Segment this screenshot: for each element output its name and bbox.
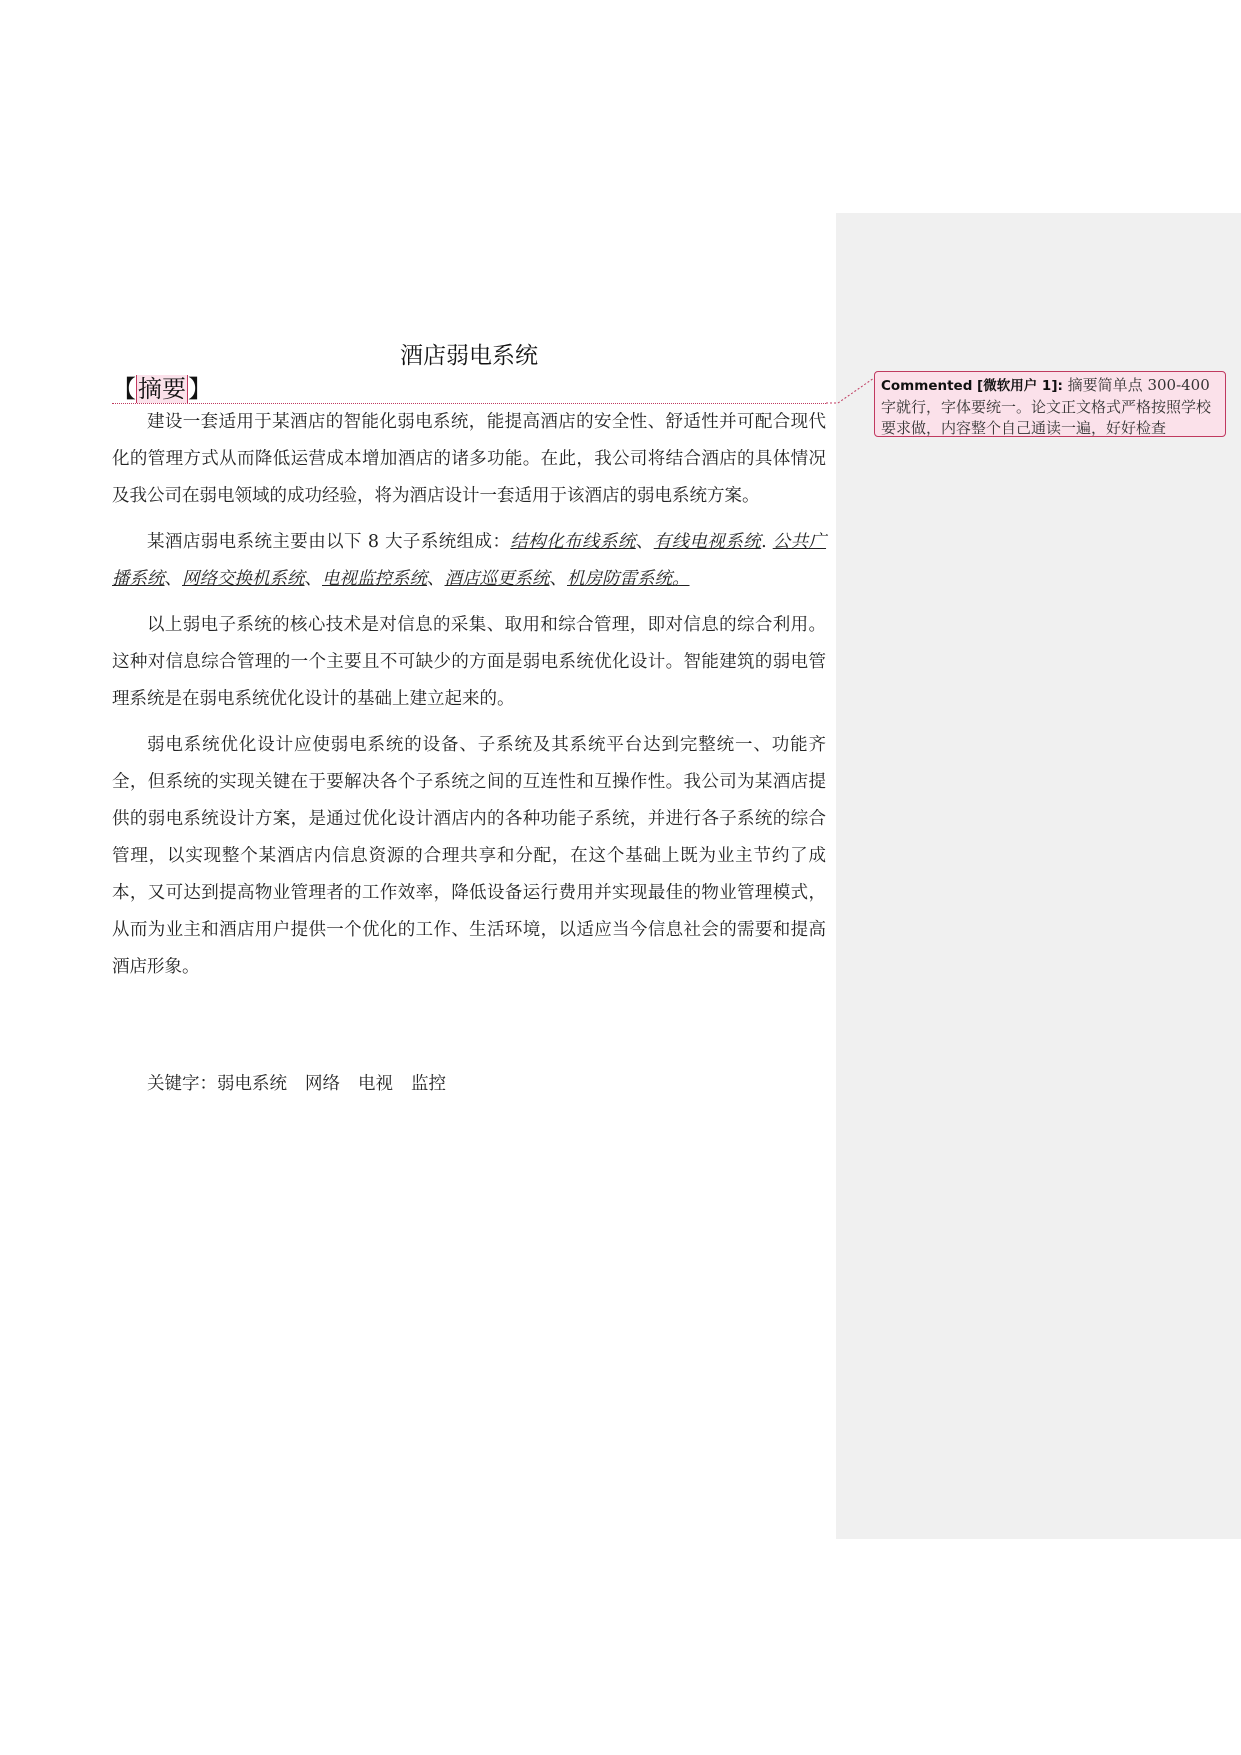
paragraph-2 [112, 524, 826, 598]
keyword-item: 电视 [358, 1074, 393, 1094]
system-separator: 、 [549, 569, 567, 589]
system-item: 网络交换机系统 [182, 569, 305, 589]
abstract-heading[interactable] [112, 372, 212, 406]
system-item: 电视监控系统 [322, 569, 427, 589]
system-separator: 、 [304, 569, 322, 589]
abstract-bracket-open: 【 [112, 375, 136, 403]
keyword-item: 监控 [411, 1074, 446, 1094]
comment-balloon[interactable] [874, 371, 1226, 437]
paragraph-3: 以上弱电子系统的核心技术是对信息的采集、取用和综合管理，即对信息的综合利用。这种对信息综合管理的一个主要且不可缺少的方面是弱电系统优化设计。智能建筑的弱电管理系统是在弱电系统优化设计的基础上建立起来的。 [112, 615, 826, 709]
abstract-bracket-close: 】 [188, 375, 212, 403]
system-item: 酒店巡更系统 [444, 569, 550, 589]
system-separator: . [761, 532, 773, 552]
system-item: 机房防雷系统。 [567, 569, 690, 589]
comment-text: 摘要简单点 300-400 字就行，字体要统一。论文正文格式严格按照学校要求做，内容整个自己通读一遍，好好检查 [881, 376, 1212, 437]
system-item: 结构化布线系统 [510, 532, 636, 552]
abstract-heading-commented-text[interactable]: 摘要 [138, 375, 186, 403]
system-item: 公共广播系统 [112, 532, 827, 589]
keyword-item: 弱电系统 [217, 1074, 287, 1094]
comment-author-label: Commented [微软用户 1]: [881, 378, 1063, 394]
keywords-label: 关键字： [147, 1074, 217, 1094]
system-item: 有线电视系统 [653, 532, 762, 552]
paragraph-4: 弱电系统优化设计应使弱电系统的设备、子系统及其系统平台达到完整统一、功能齐全，但系统的实现关键在于要解决各个子系统之间的互连性和互操作性。我公司为某酒店提供的弱电系统设计方案，是通过优化设计酒店内的各种功能子系统，并进行各子系统的综合管理，以实现整个某酒店内信息资源的合理共享和分配，在这个基础上既为业主节约了成本，又可达到提高物业管理者的工作效率，降低设备运行费用并实现最佳的物业管理模式，从而为业主和酒店用户提供一个优化的工作、生活环境，以适应当今信息社会的需要和提高酒店形象。 [112, 735, 826, 977]
paragraph-2-lead: 某酒店弱电系统主要由以下 8 大子系统组成 [147, 532, 493, 552]
system-separator: 、 [635, 532, 654, 552]
system-separator: 、 [164, 569, 182, 589]
document-title: 酒店弱电系统 [400, 343, 538, 369]
document-body [112, 404, 826, 995]
keyword-item: 网络 [305, 1074, 340, 1094]
paragraph-2-colon: ： [492, 532, 511, 552]
paragraph-1: 建设一套适用于某酒店的智能化弱电系统，能提高酒店的安全性、舒适性并可配合现代化的管理方式从而降低运营成本增加酒店的诸多功能。在此，我公司将结合酒店的具体情况及我公司在弱电领域的成功经验，将为酒店设计一套适用于该酒店的弱电系统方案。 [112, 412, 826, 506]
system-separator: 、 [427, 569, 445, 589]
keywords-line [112, 1066, 826, 1102]
